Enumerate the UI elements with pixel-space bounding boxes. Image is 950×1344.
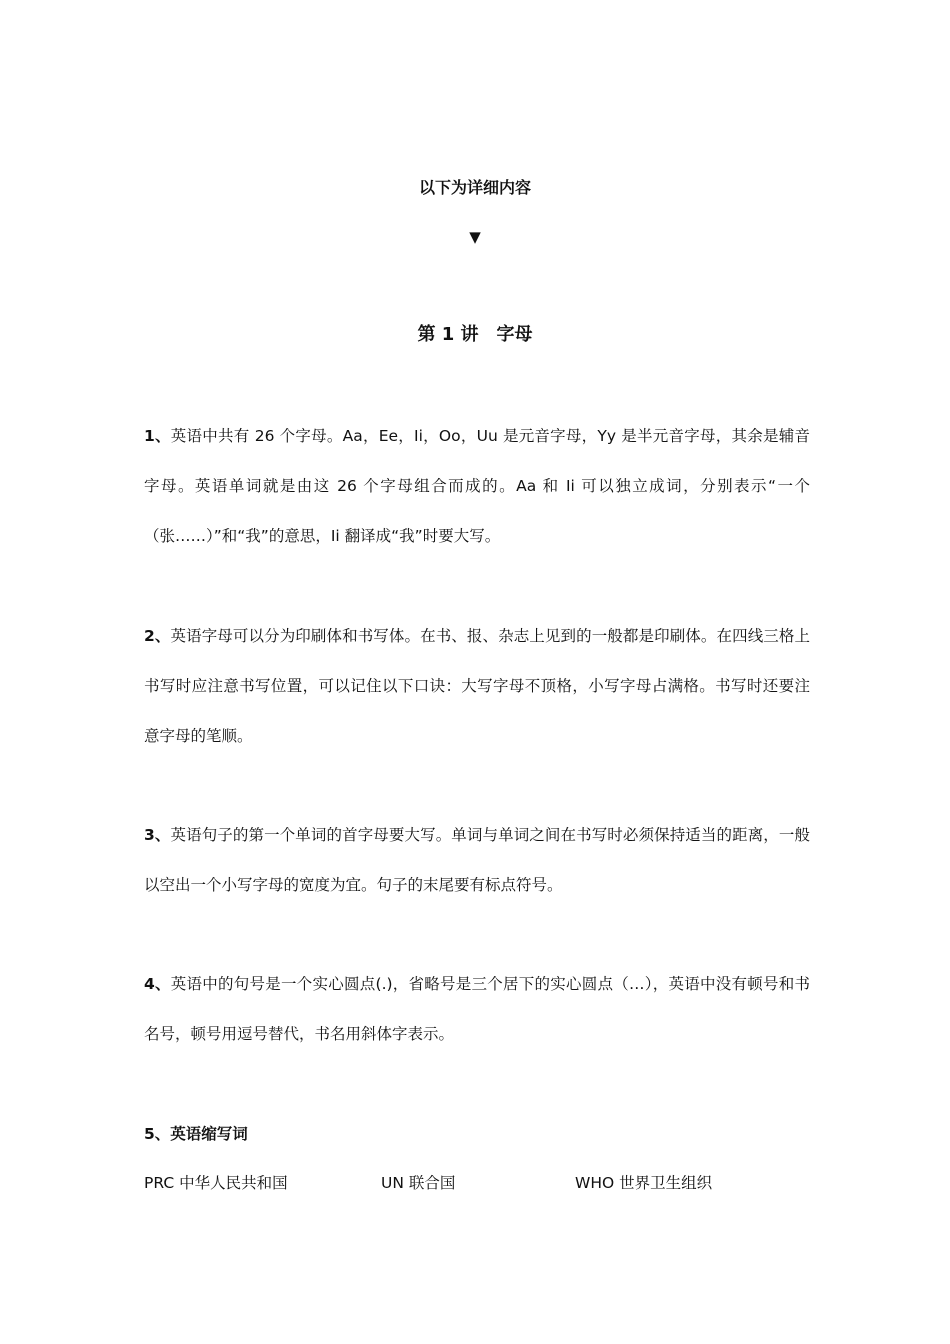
paragraph-text: 英语句子的第一个单词的首字母要大写。单词与单词之间在书写时必须保持适当的距离，一般以空出一个小写字母的宽度为宜。句子的末尾要有标点符号。 (144, 826, 810, 894)
abbreviation-list (144, 1171, 810, 1197)
paragraph-1 (144, 411, 810, 561)
section-heading-abbreviations: 5、英语缩写词 (144, 1125, 248, 1143)
paragraph-4 (144, 959, 810, 1059)
paragraph-2 (144, 611, 810, 761)
down-arrow-icon: ▼ (469, 228, 481, 246)
paragraph-text: 英语字母可以分为印刷体和书写体。在书、报、杂志上见到的一般都是印刷体。在四线三格上书写时应注意书写位置，可以记住以下口诀：大写字母不顶格，小写字母占满格。书写时还要注意字母的笔顺。 (144, 627, 810, 745)
paragraph-text: 英语中共有 26 个字母。Aa，Ee，Ii，Oo，Uu 是元音字母，Yy 是半元音字母，其余是辅音 字母。英语单词就是由这 26 个字母组合而成的。Aa 和 Ii 可以独立成词，分别表示“一个（张……）”和“我”的意思，Ii 翻译成“我”时要大写。 (144, 427, 810, 545)
intro-heading: 以下为详细内容 (418, 178, 531, 197)
paragraph-number: 2、 (144, 627, 171, 645)
paragraph-3 (144, 810, 810, 910)
abbreviation-item: PRC 中华人民共和国 (144, 1174, 288, 1192)
abbreviation-item: WHO 世界卫生组织 (575, 1174, 713, 1192)
paragraph-number: 1、 (144, 427, 171, 445)
lesson-title: 第 1 讲 字母 (417, 324, 533, 345)
paragraph-number: 3、 (144, 826, 171, 844)
paragraph-text: 英语中的句号是一个实心圆点(.)，省略号是三个居下的实心圆点（…），英语中没有顿号和书名号，顿号用逗号替代，书名用斜体字表示。 (144, 975, 810, 1043)
abbreviation-item: UN 联合国 (381, 1174, 456, 1192)
paragraph-number: 4、 (144, 975, 171, 993)
